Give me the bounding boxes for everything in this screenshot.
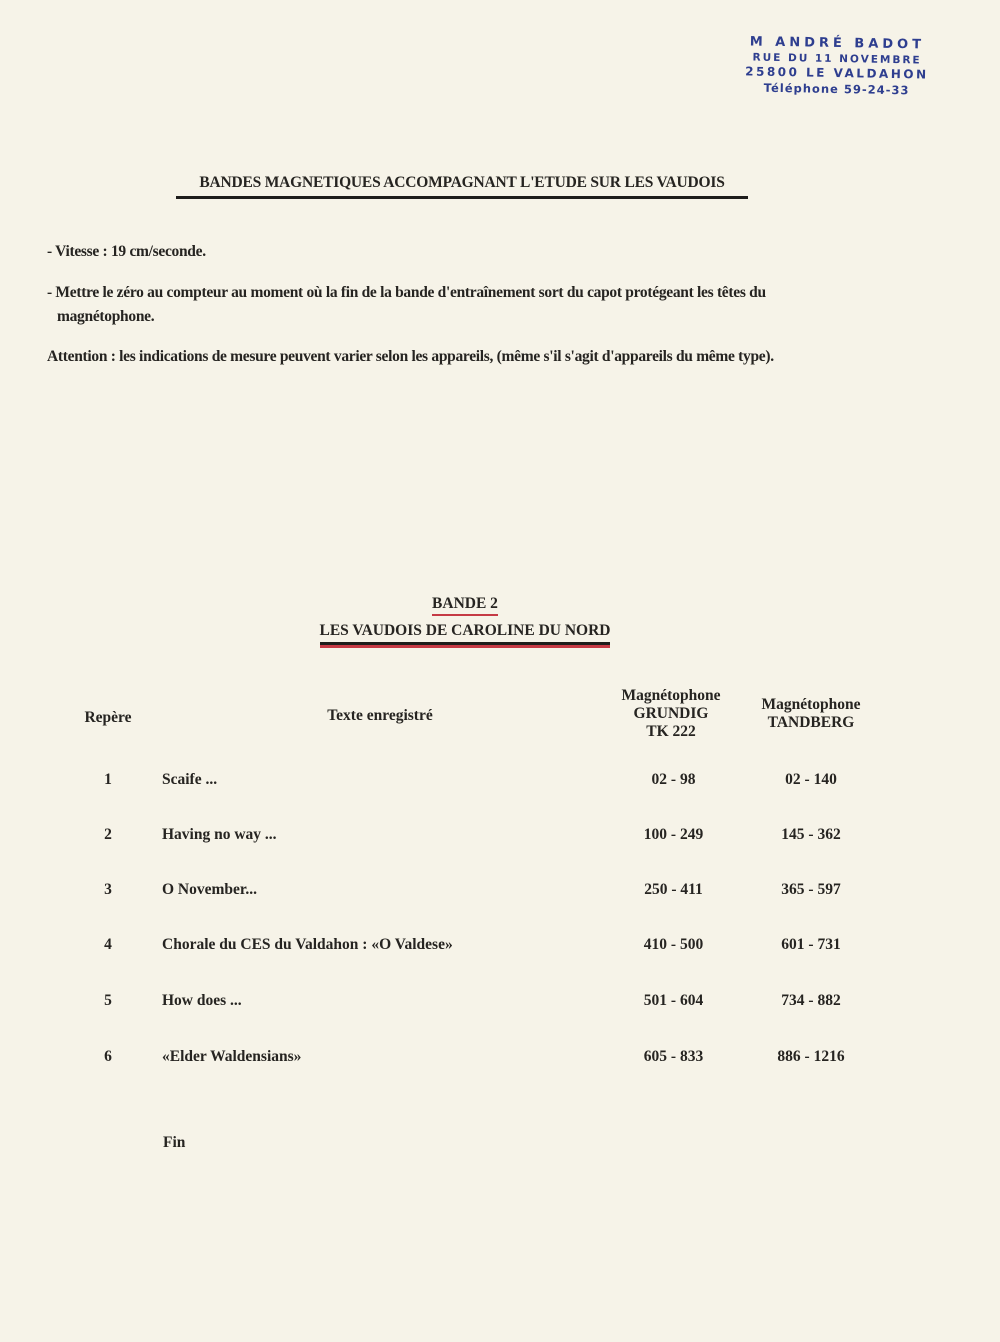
row-grundig: 410 - 500 xyxy=(643,936,704,953)
table-row xyxy=(0,826,1000,856)
attention-note: Attention : les indications de mesure peuvent varier selon les appareils, (même s'il s'agit d'appareils du même type). xyxy=(47,348,774,365)
header-tandberg-line2: TANDBERG xyxy=(767,714,855,731)
stamp-phone: Téléphone 59-24-33 xyxy=(763,80,910,98)
table-row xyxy=(0,881,1000,911)
table-row xyxy=(0,1048,1000,1078)
row-tandberg: 365 - 597 xyxy=(781,881,841,898)
row-grundig: 501 - 604 xyxy=(643,992,704,1009)
row-tandberg: 145 - 362 xyxy=(781,826,841,843)
row-number: 3 xyxy=(104,881,112,898)
stamp-name: M ANDRÉ BADOT xyxy=(749,34,926,53)
zero-instruction-line1: - Mettre le zéro au compteur au moment où la fin de la bande d'entraînement sort du capot protégeant les têtes du xyxy=(47,284,766,301)
row-grundig: 100 - 249 xyxy=(643,826,704,843)
row-grundig: 02 - 98 xyxy=(651,771,696,788)
row-grundig: 250 - 411 xyxy=(644,881,703,898)
header-texte: Texte enregistré xyxy=(327,707,433,724)
row-number: 4 xyxy=(104,936,112,953)
row-tandberg: 734 - 882 xyxy=(781,992,841,1009)
letterhead-stamp xyxy=(736,34,937,97)
header-grundig-line2: GRUNDIG xyxy=(633,705,709,722)
document-title: BANDES MAGNETIQUES ACCOMPAGNANT L'ETUDE SUR LES VAUDOIS xyxy=(176,174,748,199)
row-text: O November... xyxy=(162,881,257,898)
band-label: BANDE 2 xyxy=(432,595,498,616)
table-row xyxy=(0,936,1000,966)
row-number: 1 xyxy=(104,771,112,788)
speed-instruction: - Vitesse : 19 cm/seconde. xyxy=(47,243,206,260)
zero-instruction-line2: magnétophone. xyxy=(57,308,155,325)
header-repere: Repère xyxy=(84,709,132,726)
header-grundig-line1: Magnétophone xyxy=(621,687,721,704)
row-tandberg: 886 - 1216 xyxy=(777,1048,845,1065)
header-tandberg xyxy=(736,696,886,732)
row-tandberg: 02 - 140 xyxy=(785,771,837,788)
row-grundig: 605 - 833 xyxy=(643,1048,704,1065)
row-tandberg: 601 - 731 xyxy=(781,936,841,953)
table-row xyxy=(0,992,1000,1022)
zero-instruction xyxy=(47,281,887,329)
stamp-city: 25800 LE VALDAHON xyxy=(745,64,929,82)
row-text: «Elder Waldensians» xyxy=(162,1048,302,1065)
row-number: 2 xyxy=(104,826,112,843)
end-marker: Fin xyxy=(163,1134,186,1151)
band-heading xyxy=(300,595,630,645)
row-text: Chorale du CES du Valdahon : «O Valdese» xyxy=(162,936,453,953)
row-number: 5 xyxy=(104,992,112,1009)
header-grundig xyxy=(596,687,746,741)
header-grundig-line3: TK 222 xyxy=(646,723,696,740)
row-text: How does ... xyxy=(162,992,242,1009)
band-subtitle: LES VAUDOIS DE CAROLINE DU NORD xyxy=(320,622,611,645)
row-text: Having no way ... xyxy=(162,826,277,843)
table-row xyxy=(0,771,1000,801)
row-text: Scaife ... xyxy=(162,771,218,788)
header-tandberg-line1: Magnétophone xyxy=(761,696,861,713)
stamp-street: RUE DU 11 NOVEMBRE xyxy=(752,51,922,67)
row-number: 6 xyxy=(104,1048,112,1065)
